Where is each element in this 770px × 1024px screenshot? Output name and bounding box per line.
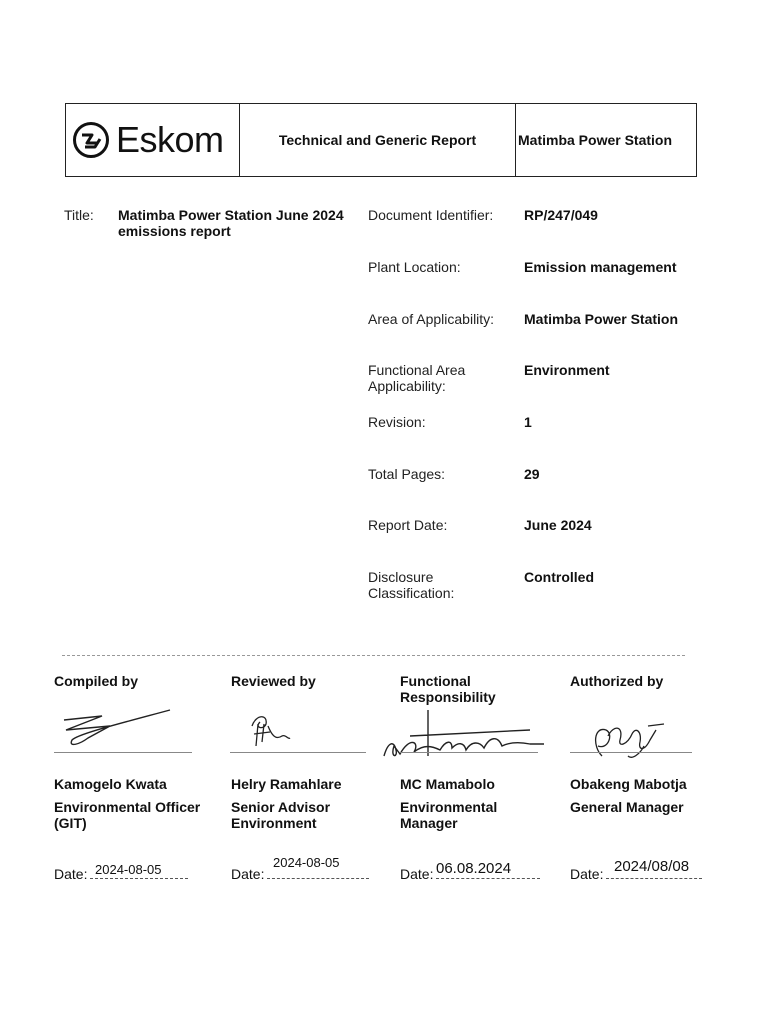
field-label-total-pages: Total Pages: [368, 466, 446, 482]
name-ramahlare: Helry Ramahlare [231, 776, 342, 792]
field-label-disclosure: Disclosure Classification: [368, 569, 455, 601]
date-label: Date: [570, 866, 604, 882]
field-value-functional-area: Environment [524, 362, 610, 378]
role-authorized-by: Authorized by [570, 673, 664, 689]
field-value-report-date: June 2024 [524, 517, 592, 533]
signature-mabotja [584, 716, 668, 760]
field-label-plant-location: Plant Location: [368, 259, 461, 275]
date-label: Date: [231, 866, 265, 882]
date-value-ramahlare: 2024-08-05 [273, 855, 340, 870]
date-dashes [606, 877, 702, 879]
date-dashes [90, 877, 188, 879]
date-label: Date: [54, 866, 88, 882]
field-label-report-date: Report Date: [368, 517, 448, 533]
field-label-document-identifier: Document Identifier: [368, 207, 494, 223]
role-reviewed-by: Reviewed by [231, 673, 316, 689]
date-dashes [436, 877, 540, 879]
date-dashes [267, 877, 369, 879]
role-functional-responsibility: Functional Responsibility [400, 673, 496, 705]
signature-ramahlare [246, 712, 292, 748]
field-value-plant-location: Emission management [524, 259, 677, 275]
position-ramahlare: Senior Advisor Environment [231, 799, 331, 831]
date-value-mabotja: 2024/08/08 [614, 858, 690, 875]
name-kwata: Kamogelo Kwata [54, 776, 167, 792]
section-divider [62, 655, 685, 656]
field-value-area-of-applicability: Matimba Power Station [524, 311, 679, 327]
position-mabotja: General Manager [570, 799, 684, 815]
station-name: Matimba Power Station [518, 132, 673, 148]
field-value-document-identifier: RP/247/049 [524, 207, 598, 223]
eskom-logo-icon [72, 121, 110, 159]
field-label-functional-area: Functional Area Applicability: [368, 362, 466, 394]
position-kwata: Environmental Officer (GIT) [54, 799, 201, 831]
date-value-kwata: 2024-08-05 [95, 862, 162, 877]
logo-text: Eskom [116, 119, 224, 160]
header-table [65, 103, 697, 177]
field-value-disclosure: Controlled [524, 569, 594, 585]
signature-mamabolo [380, 706, 546, 762]
date-value-mamabolo: 06.08.2024 [436, 860, 512, 877]
doc-type: Technical and Generic Report [240, 104, 516, 176]
signature-line [570, 752, 692, 753]
role-compiled-by: Compiled by [54, 673, 139, 689]
date-label: Date: [400, 866, 434, 882]
signature-line [54, 752, 192, 753]
name-mabotja: Obakeng Mabotja [570, 776, 687, 792]
signature-line [400, 752, 538, 753]
name-mamabolo: MC Mamabolo [400, 776, 495, 792]
logo-cell [66, 104, 240, 176]
field-label-area-of-applicability: Area of Applicability: [368, 311, 495, 327]
field-label-revision: Revision: [368, 414, 426, 430]
title-label: Title: [64, 207, 94, 223]
signature-line [230, 752, 366, 753]
title-value-line1: Matimba Power Station June 2024 [118, 207, 344, 223]
field-value-revision: 1 [524, 414, 532, 430]
signature-kwata [58, 706, 178, 752]
position-mamabolo: Environmental Manager [400, 799, 498, 831]
title-value-line2: emissions report [118, 223, 231, 239]
field-value-total-pages: 29 [524, 466, 540, 482]
